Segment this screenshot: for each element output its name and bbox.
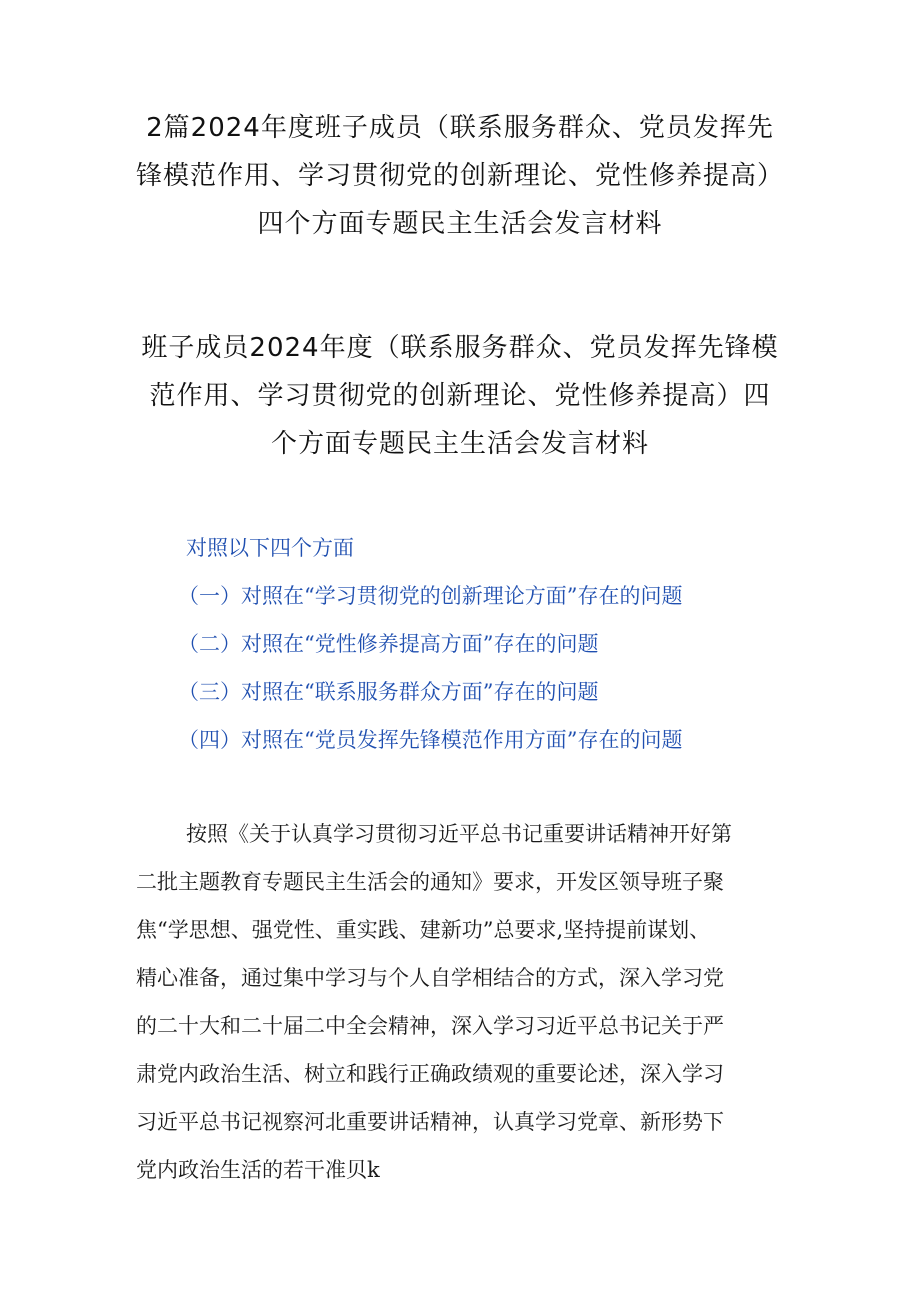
paragraph-line: 二批主题教育专题民主生活会的通知》要求，开发区领导班子聚 (136, 870, 724, 894)
paragraph-line: 的二十大和二十届二中全会精神，深入学习习近平总书记关于严 (136, 1014, 724, 1038)
toc-item[interactable]: （二）对照在“党性修养提高方面”存在的问题 (178, 632, 599, 656)
title-2-line-1: 班子成员2024年度（联系服务群众、党员发挥先锋模 (141, 333, 779, 363)
title-2-line-3: 个方面专题民主生活会发言材料 (270, 429, 649, 459)
title-1-line-2: 锋模范作用、学习贯彻党的创新理论、党性修养提高） (135, 161, 784, 191)
title-2-line-2: 范作用、学习贯彻党的创新理论、党性修养提高）四 (149, 381, 771, 411)
toc-item[interactable]: （三）对照在“联系服务群众方面”存在的问题 (178, 680, 599, 704)
paragraph-line: 焦“学思想、强党性、重实践、建新功”总要求,坚持提前谋划、 (136, 918, 711, 942)
title-1-line-1: 2篇2024年度班子成员（联系服务群众、党员发挥先 (146, 113, 774, 143)
toc-heading: 对照以下四个方面 (186, 536, 354, 560)
document-title-2 (0, 324, 920, 468)
title-1-line-3: 四个方面专题民主生活会发言材料 (257, 209, 663, 239)
paragraph-line: 按照《关于认真学习贯彻习近平总书记重要讲话精神开好第 (186, 822, 732, 846)
toc-item[interactable]: （四）对照在“党员发挥先锋模范作用方面”存在的问题 (178, 728, 683, 752)
paragraph-line: 精心准备，通过集中学习与个人自学相结合的方式，深入学习党 (136, 966, 724, 990)
toc-item[interactable]: （一）对照在“学习贯彻党的创新理论方面”存在的问题 (178, 584, 683, 608)
document-title-1 (0, 104, 920, 248)
paragraph-line: 习近平总书记视察河北重要讲话精神，认真学习党章、新形势下 (136, 1110, 724, 1134)
paragraph-line: 肃党内政治生活、树立和践行正确政绩观的重要论述，深入学习 (136, 1062, 724, 1086)
paragraph-line: 党内政治生活的若干准贝k (136, 1158, 380, 1182)
